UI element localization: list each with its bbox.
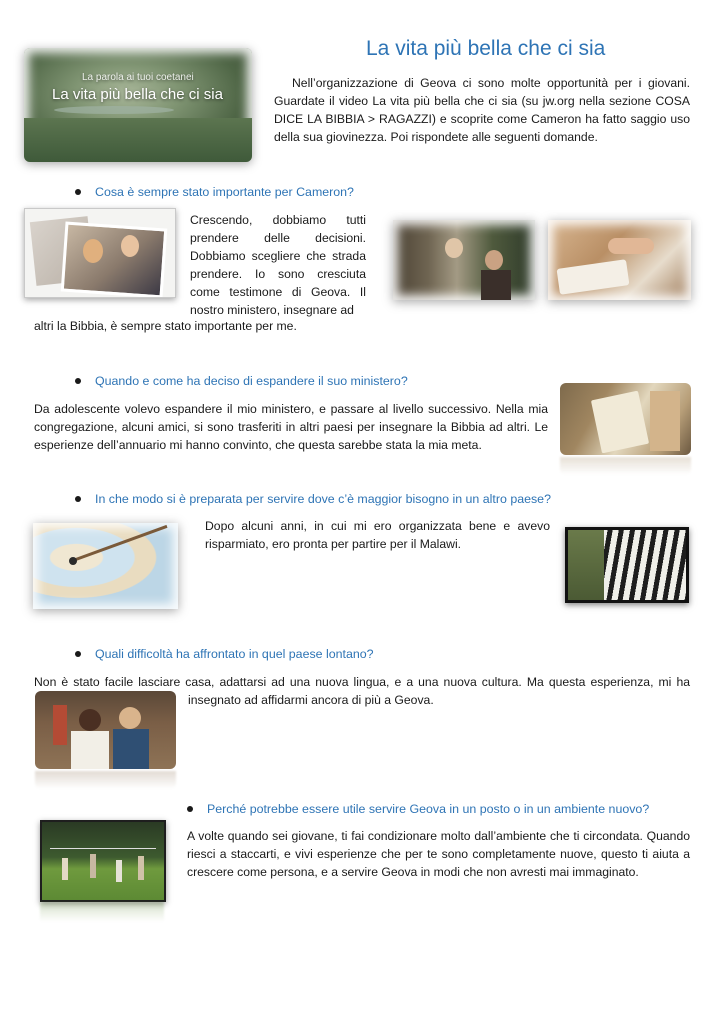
page-title: La vita più bella che ci sia: [366, 37, 606, 60]
question-4: [75, 645, 374, 663]
family-photo-image: [24, 208, 176, 298]
bible-reading-image: [548, 220, 691, 300]
question-4-text: Quali difficoltà ha affrontato in quel paese lontano?: [95, 647, 374, 661]
video-thumbnail-subtitle: La parola ai tuoi coetanei: [82, 72, 194, 83]
answer-3: Dopo alcuni anni, in cui mi ero organizzata bene e avevo risparmiato, ero pronta per partire per il Malawi.: [205, 519, 550, 551]
question-5: [187, 800, 649, 818]
bullet-icon: [187, 806, 193, 812]
zebra-image: [565, 527, 689, 603]
bullet-icon: [75, 651, 81, 657]
malawi-witnessing-image: [35, 691, 176, 769]
question-3-text: In che modo si è preparata per servire dove c’è maggior bisogno in un altro paese?: [95, 492, 551, 506]
answer-2: Da adolescente volevo espandere il mio ministero, e passare al livello successivo. Nella mia congregazione, alcuni amici, si sono trasferiti in altri paesi per insegnare la Bibbia ad altri. Le esperienze dell’annuario mi hanno convinto, che questa sarebbe stata la mia meta.: [34, 402, 548, 452]
video-thumbnail-title: La vita più bella che ci sia: [52, 86, 223, 103]
question-5-text: Perché potrebbe essere utile servire Geova in un posto o in un ambiente nuovo?: [207, 802, 650, 816]
answer-4-line2: insegnato ad affidarmi ancora di più a Geova.: [188, 693, 434, 707]
malawi-witnessing-reflection: [35, 771, 176, 789]
answer-1-wrapped: Crescendo, dobbiamo tutti prendere delle decisioni. Dobbiamo scegliere che strada prendere. Io sono cresciuta come testimone di Geova. Il nostro ministero, insegnare ad: [190, 213, 366, 317]
answer-5: A volte quando sei giovane, ti fai condizionare molto dall’ambiente che ti circondata. Quando riesci a staccarti, e vivi esperienze che per te sono completamente nuove, questo ti aiuta a crescere come persona, e a servire Geova in modi che non avresti mai immaginato.: [187, 829, 690, 879]
question-2-text: Quando e come ha deciso di espandere il suo ministero?: [95, 374, 408, 388]
intro-paragraph: Nell’organizzazione di Geova ci sono molte opportunità per i giovani. Guardate il video La vita più bella che ci sia (su jw.org nella sezione COSA DICE LA BIBBIA > RAGAZZI) e scoprite come Cameron ha fatto saggio uso della sua giovinezza. Poi rispondete alle seguenti domande.: [274, 76, 690, 144]
bullet-icon: [75, 189, 81, 195]
volleyball-image: [40, 820, 166, 902]
question-3: [75, 490, 551, 508]
question-2: [75, 372, 408, 390]
answer-4-line1: Non è stato facile lasciare casa, adattarsi ad una nuova lingua, e a una nuova cultura. Ma questa esperienza, mi ha: [34, 675, 690, 689]
volleyball-reflection: [40, 902, 164, 922]
question-1-text: Cosa è sempre stato importante per Cameron?: [95, 185, 354, 199]
bullet-icon: [75, 496, 81, 502]
question-1: [75, 183, 354, 201]
door-to-door-image: [393, 220, 535, 300]
bullet-icon: [75, 378, 81, 384]
map-image: [33, 523, 178, 609]
yearbook-reading-image: [560, 383, 691, 455]
answer-1-tail: altri la Bibbia, è sempre stato importante per me.: [34, 319, 297, 333]
yearbook-reading-reflection: [560, 457, 691, 475]
video-thumbnail-image: [24, 48, 252, 162]
